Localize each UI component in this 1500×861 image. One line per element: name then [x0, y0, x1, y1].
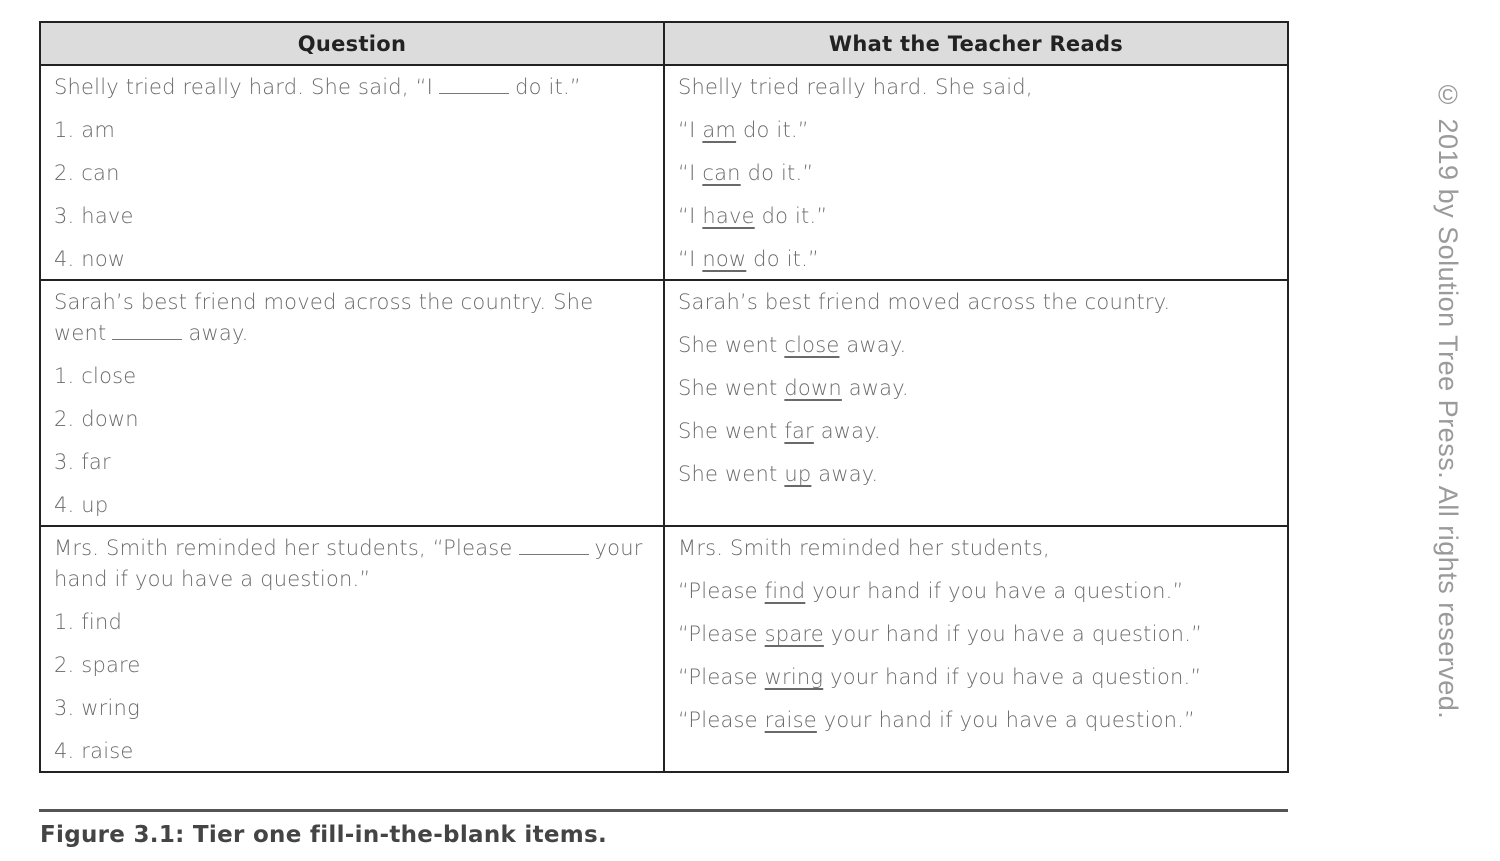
option: 1. close	[54, 364, 137, 388]
answer-word: find	[764, 579, 806, 603]
teacher-line: She went up away.	[678, 462, 879, 486]
figure-caption: Figure 3.1: Tier one fill-in-the-blank items.	[40, 822, 608, 848]
option: 4. up	[54, 493, 109, 517]
answer-word: spare	[764, 622, 824, 646]
option: 2. can	[54, 161, 120, 185]
question-text: Shelly tried really hard. She said, “I do it.”	[54, 75, 581, 99]
answer-word: can	[702, 161, 741, 185]
teacher-line: “Please spare your hand if you have a question.”	[678, 622, 1203, 646]
table-row	[40, 526, 1288, 772]
teacher-line: “I can do it.”	[678, 161, 814, 185]
option: 3. far	[54, 450, 111, 474]
teacher-intro: Sarah’s best friend moved across the country.	[678, 290, 1171, 314]
answer-word: close	[784, 333, 840, 357]
teacher-reads-cell	[664, 280, 1288, 526]
teacher-line: “I now do it.”	[678, 247, 820, 271]
teacher-line: “Please find your hand if you have a question.”	[678, 579, 1184, 603]
question-cell	[40, 280, 664, 526]
teacher-line: “I have do it.”	[678, 204, 828, 228]
teacher-reads-cell	[664, 65, 1288, 280]
caption-divider	[39, 809, 1288, 812]
teacher-intro: Shelly tried really hard. She said,	[678, 75, 1033, 99]
blank-line	[439, 92, 509, 94]
option: 4. raise	[54, 739, 134, 763]
option: 2. spare	[54, 653, 141, 677]
teacher-line: “Please wring your hand if you have a question.”	[678, 665, 1202, 689]
answer-word: am	[702, 118, 737, 142]
table-header-row	[40, 22, 1288, 65]
option: 1. find	[54, 610, 122, 634]
teacher-intro: Mrs. Smith reminded her students,	[678, 536, 1050, 560]
answer-word: now	[702, 247, 747, 271]
teacher-line: “Please raise your hand if you have a question.”	[678, 708, 1196, 732]
answer-word: wring	[764, 665, 824, 689]
answer-word: have	[702, 204, 755, 228]
question-cell	[40, 526, 664, 772]
teacher-line: “I am do it.”	[678, 118, 809, 142]
header-teacher-reads: What the Teacher Reads	[664, 22, 1288, 65]
blank-line	[112, 338, 182, 340]
teacher-line: She went close away.	[678, 333, 907, 357]
table-row	[40, 65, 1288, 280]
answer-word: raise	[764, 708, 817, 732]
question-text: Sarah’s best friend moved across the country. She went away.	[54, 290, 594, 345]
answer-word: up	[784, 462, 812, 486]
answer-word: down	[784, 376, 842, 400]
option: 3. wring	[54, 696, 140, 720]
question-cell	[40, 65, 664, 280]
copyright-notice: © 2019 by Solution Tree Press. All rights reserved.	[1433, 80, 1463, 720]
table-row	[40, 280, 1288, 526]
teacher-line: She went down away.	[678, 376, 909, 400]
answer-word: far	[784, 419, 814, 443]
option: 1. am	[54, 118, 116, 142]
fill-in-the-blank-table	[39, 21, 1289, 773]
option: 2. down	[54, 407, 139, 431]
header-question: Question	[40, 22, 664, 65]
option: 4. now	[54, 247, 126, 271]
option: 3. have	[54, 204, 134, 228]
blank-line	[519, 553, 589, 555]
question-text: Mrs. Smith reminded her students, “Please your hand if you have a question.”	[54, 536, 643, 591]
teacher-reads-cell	[664, 526, 1288, 772]
teacher-line: She went far away.	[678, 419, 881, 443]
